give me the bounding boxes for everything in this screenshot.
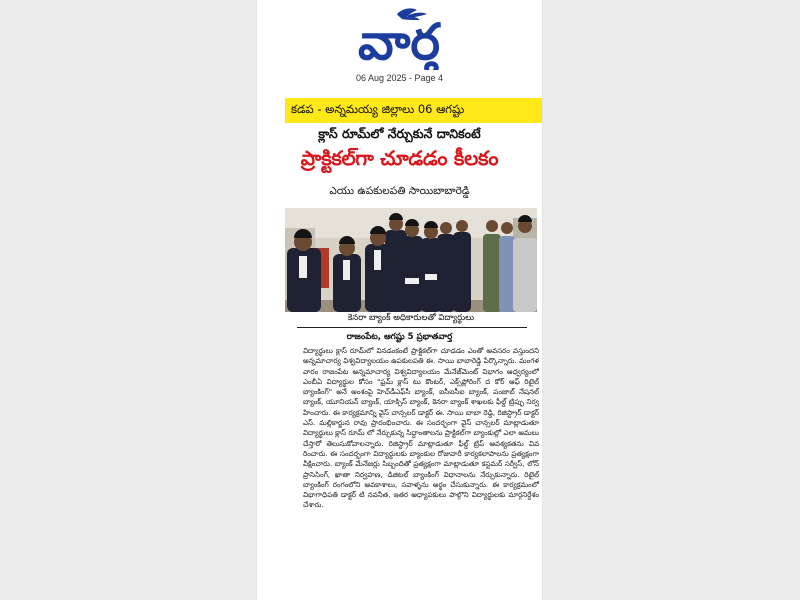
article-dateline: రాజంపేట, ఆగష్టు 5 ప్రభాతవార్త [346, 332, 453, 342]
article-headline: ప్రాక్టికల్‌గా చూడడం కీలకం [300, 146, 499, 170]
article-kicker: క్లాస్ రూమ్‌లో నేర్చుకునే దానికంటే [318, 126, 481, 141]
edition-date-page: 06 Aug 2025 - Page 4 [355, 73, 444, 83]
article-photo [285, 208, 537, 312]
district-band [285, 98, 542, 123]
district-band-text: కడప - అన్నమయ్య జిల్లాలు 06 ఆగష్టు [291, 102, 465, 116]
masthead-title: వార్త [357, 13, 441, 70]
article-subhead: ఎయు ఉపకులపతి సాయిబాబారెడ్డి [329, 185, 470, 197]
masthead-logo [257, 4, 542, 70]
students-group-photo [285, 208, 537, 312]
masthead [257, 4, 542, 70]
newspaper-clipping [257, 0, 542, 600]
caption-divider [297, 327, 527, 328]
photo-caption: కెనరా బ్యాంక్ అధికారులతో విద్యార్థులు [347, 313, 475, 323]
article-body: విద్యార్థులు క్లాస్ రూమ్‌లో వినడంకంటే ప్రాక్టికల్‌గా చూడడం ఎంతో అవసరం వస్తుందని అన్నమాచార్య విశ్వవిద్యాలయం ఉపకులపతి ఈ. సాయి బాబారెడ్డి పేర్కొన్నారు. మంగళవారం రాజంపేట అన్నమాచార్య విశ్వవిద్యాలయం మేనేజ్‌మెంట్ విభాగం ఆధ్వర్యంలో ఎంబీఏ విద్యార్థుల కోసం "ఫ్రమ్ క్లాస్ టు కౌంటర్, ఎక్స్‌ప్లోరింగ్ ద కోర్ ఆఫ్ రిటైల్ బ్యాంకింగ్" అనే అంశంపై హెచ్‌డీఎఫ్‌సీ బ్యాంక్, ఐసీఐసీఐ బ్యాంక్, పంజాబ్ నేషనల్ బ్యాంక్, యూనియన్ బ్యాంక్, యాక్సిస్ బ్యాంక్, కెనరా బ్యాంక్ శాఖలకు ఫీల్డ్ ట్రిప్పు నిర్వహించారు. ఈ కార్యక్రమాన్ని వైస్ చాన్సలర్ డాక్టర్ ఈ. సాయి బాబా రెడ్డి, రిజిస్ట్రార్ డాక్టర్ ఎస్. మల్లికార్జున రావు ప్రారంభించారు. ఈ సందర్భంగా వైస్ చాన్సలర్ మాట్లాడుతూ విద్యార్థులు క్లాస్ రూమ్ లో నేర్చుకున్న సిద్ధాంతాలను ప్రాక్టికల్‌గా బ్యాంకుల్లో ఎలా అమలు చేస్తారో తెలుసుకోవాలన్నారు. రిజిస్ట్రార్ మాట్లాడుతూ ఫీల్డ్ ట్రిప్ ఆవశ్యకతను వివరించారు. ఈ సందర్భంగా విద్యార్థులకు బ్యాంకుల రోజువారీ కార్యకలాపాలను ప్రత్యక్షంగా వీక్షించారు. బ్యాంక్ మేనేజర్లు సిబ్బందితో ప్రత్యక్షంగా మాట్లాడుతూ కస్టమర్ సర్వీస్, లోన్ ప్రాసెసింగ్, ఖాతా నిర్వహణ, డిజిటల్ బ్యాంకింగ్ విధానాలను నేర్చుకున్నారు. రిటైల్ బ్యాంకింగ్ రంగంలోని అవకాశాలు, సవాళ్ళను అర్థం చేసుకున్నారు. ఈ కార్యక్రమంలో విభాగాధిపతి డాక్టర్ టి నవనీత, ఇతర అధ్యాపకులు పాల్గొని విద్యార్థులకు మార్గనిర్దేశం చేశారు. [303, 346, 539, 510]
